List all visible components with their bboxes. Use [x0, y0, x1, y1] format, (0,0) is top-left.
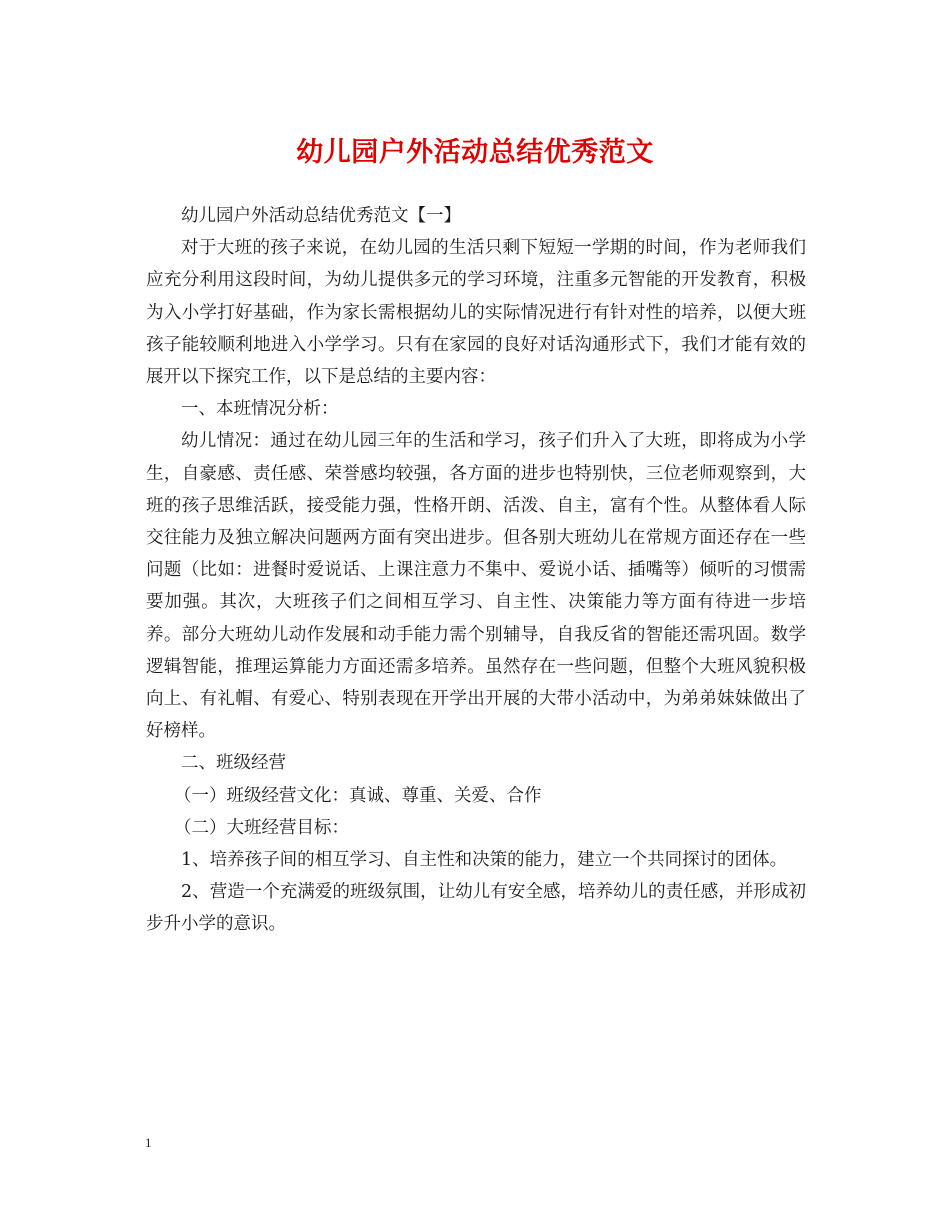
heading-class-analysis: 一、本班情况分析：: [181, 399, 339, 420]
management-culture-item: （一）班级经营文化：真诚、尊重、关爱、合作: [174, 785, 542, 806]
intro-paragraph: 对于大班的孩子来说，在幼儿园的生活只剩下短短一学期的时间，作为老师我们应充分利用这段时间，为幼儿提供多元的学习环境，注重多元智能的开发教育，积极为入小学打好基础，作为家长需根据幼儿的实际情况进行有针对性的培养，以便大班孩子能较顺利地进入小学学习。只有在家园的良好对话沟通形式下，我们才能有效的展开以下探究工作，以下是总结的主要内容：: [146, 238, 806, 388]
page-number: 1: [145, 1135, 152, 1150]
document-body: [146, 200, 806, 941]
section-heading-one: 幼儿园户外活动总结优秀范文【一】: [181, 206, 461, 226]
children-situation-paragraph: 幼儿情况：通过在幼儿园三年的生活和学习，孩子们升入了大班，即将成为小学生，自豪感、责任感、荣誉感均较强，各方面的进步也特别快，三位老师观察到，大班的孩子思维活跃，接受能力强，性格开朗、活泼、自主，富有个性。从整体看人际交往能力及独立解决问题两方面有突出进步。但各别大班幼儿在常规方面还存在一些问题（比如：进餐时爱说话、上课注意力不集中、爱说小话、插嘴等）倾听的习惯需要加强。其次，大班孩子们之间相互学习、自主性、决策能力等方面有待进一步培养。部分大班幼儿动作发展和动手能力需个别辅导，自我反省的智能还需巩固。数学逻辑智能，推理运算能力方面还需多培养。虽然存在一些问题，但整个大班风貌积极向上、有礼帽、有爱心、特别表现在开学出开展的大带小活动中，为弟弟妹妹做出了好榜样。: [146, 431, 806, 742]
goal-item-1: 1、培养孩子间的相互学习、自主性和决策的能力，建立一个共同探讨的团体。: [181, 850, 788, 871]
page-title: 幼儿园户外活动总结优秀范文: [296, 137, 654, 168]
goal-item-2: 2、营造一个充满爱的班级氛围，让幼儿有安全感，培养幼儿的责任感，并形成初步升小学的意识。: [146, 882, 806, 935]
management-goals-item: （二）大班经营目标：: [174, 817, 349, 838]
heading-class-management: 二、班级经营: [181, 753, 286, 774]
